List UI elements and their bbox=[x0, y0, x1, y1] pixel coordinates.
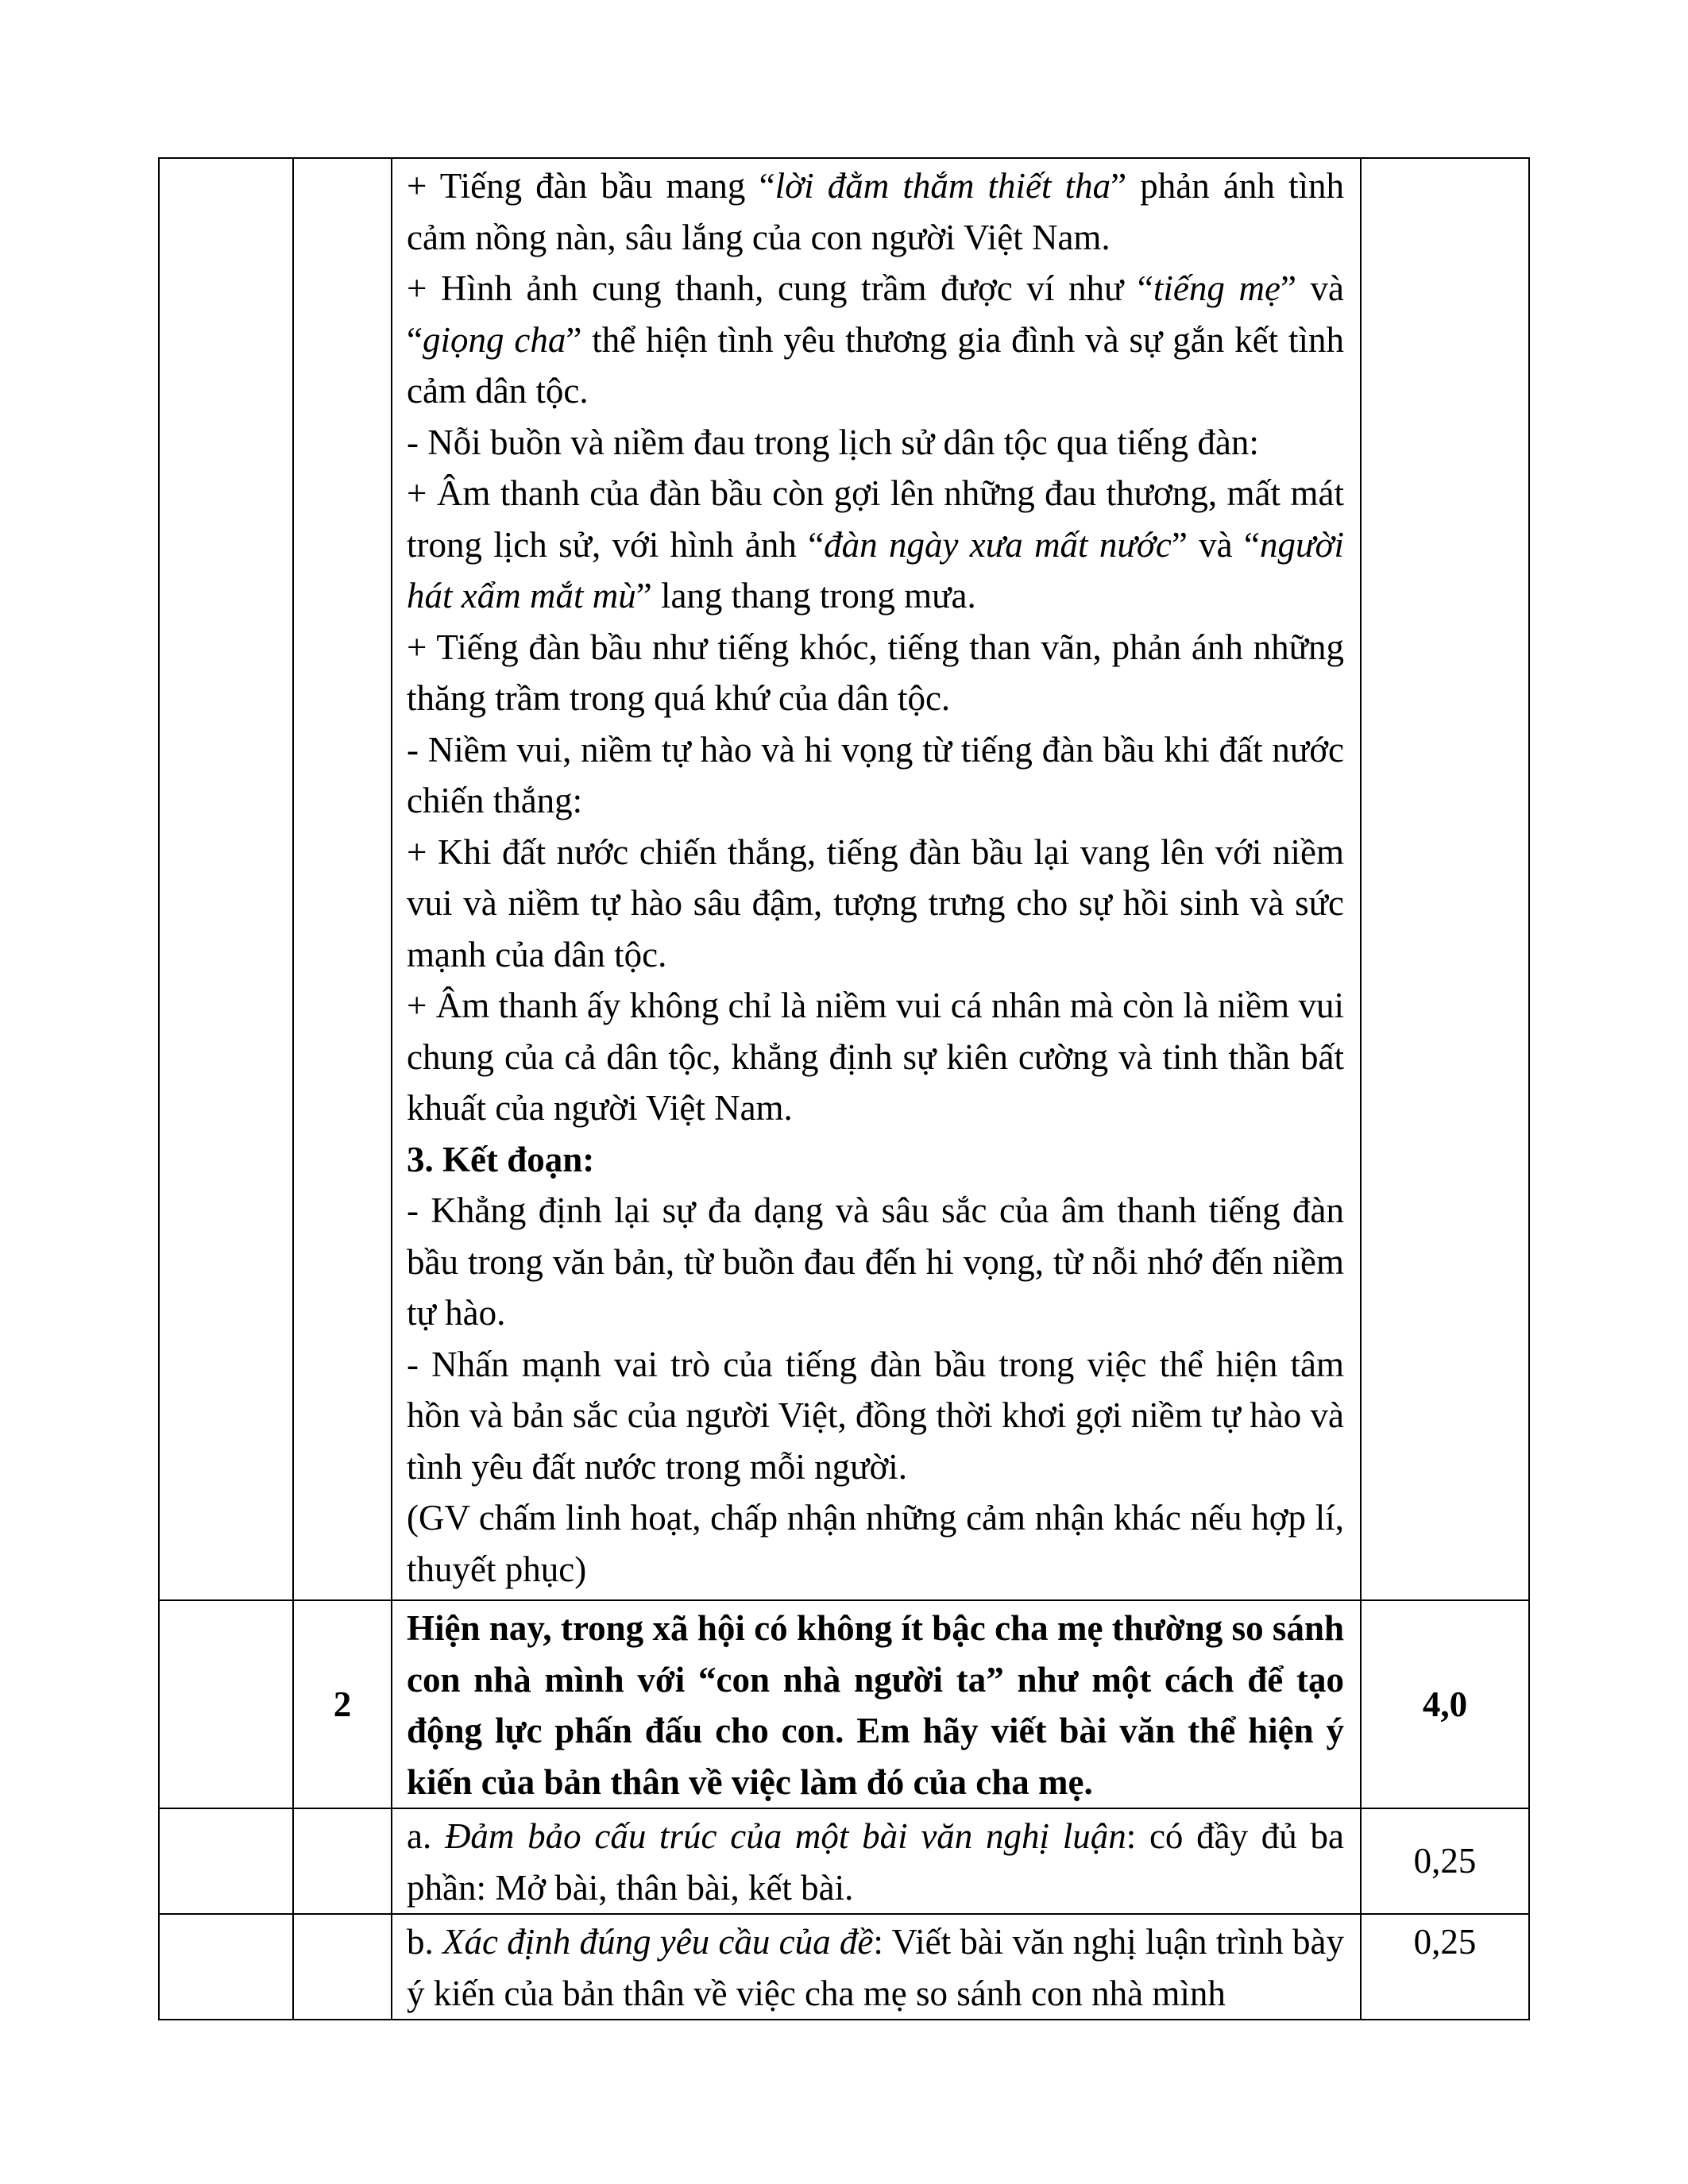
answer-paragraph bbox=[407, 980, 1344, 1134]
criterion-b bbox=[392, 1914, 1361, 2020]
criterion-a-prefix: a. bbox=[407, 1816, 445, 1856]
text-run: + Hình ảnh cung thanh, cung trầm được ví như “ bbox=[407, 268, 1153, 308]
answer-paragraph bbox=[407, 1185, 1344, 1339]
answer-paragraph bbox=[407, 1134, 1344, 1186]
answer-paragraph bbox=[407, 1339, 1344, 1493]
quoted-phrase: lời đằm thắm thiết tha bbox=[774, 166, 1111, 206]
criterion-a-title: Đảm bảo cấu trúc của một bài văn nghị luận bbox=[444, 1816, 1126, 1856]
question-number: 2 bbox=[293, 1600, 392, 1808]
text-run: + Âm thanh của đàn bầu còn gợi lên những đau thương, mất mát trong lịch sử, với hình ảnh “ bbox=[407, 473, 1344, 565]
criterion-b-prefix: b. bbox=[407, 1922, 443, 1962]
table-row bbox=[159, 1808, 1529, 1914]
grading-table bbox=[158, 157, 1530, 2020]
text-run: + Tiếng đàn bầu mang “ bbox=[407, 166, 775, 206]
quoted-phrase: người hát xẩm mắt mù bbox=[407, 524, 1344, 615]
cell-part bbox=[159, 1808, 293, 1914]
quoted-phrase: tiếng mẹ bbox=[1153, 268, 1280, 308]
criterion-a-score: 0,25 bbox=[1361, 1808, 1529, 1914]
answer-paragraph bbox=[407, 263, 1344, 417]
text-run: + Âm thanh ấy không chỉ là niềm vui cá nhân mà còn là niềm vui chung của cả dân tộc, khẳng định sự kiên cường và tinh thần bất khuất của người Việt Nam. bbox=[407, 986, 1344, 1128]
criterion-a-text: : có đầy đủ ba phần: Mở bài, thân bài, kết bài. bbox=[407, 1816, 1344, 1908]
table-row bbox=[159, 158, 1529, 1600]
text-run: ” lang thang trong mưa. bbox=[635, 576, 976, 615]
quoted-phrase: đàn ngày xưa mất nước bbox=[824, 524, 1172, 565]
answer-paragraph bbox=[407, 827, 1344, 981]
cell-part bbox=[159, 158, 293, 1600]
criterion-a bbox=[392, 1808, 1361, 1914]
cell-score bbox=[1361, 158, 1529, 1600]
answer-paragraph bbox=[407, 724, 1344, 827]
text-run: ” phản ánh tình cảm nồng nàn, sâu lắng của con người Việt Nam. bbox=[407, 166, 1344, 257]
answer-paragraph bbox=[407, 468, 1344, 622]
question-score: 4,0 bbox=[1361, 1600, 1529, 1808]
question-prompt: Hiện nay, trong xã hội có không ít bậc cha mẹ thường so sánh con nhà mình với “con nhà người ta” như một cách để tạo động lực phấn đấu cho con. Em hãy viết bài văn thể hiện ý kiến của bản thân về việc làm đó của cha mẹ. bbox=[407, 1608, 1344, 1802]
section-heading: 3. Kết đoạn: bbox=[407, 1139, 595, 1179]
text-run: - Khẳng định lại sự đa dạng và sâu sắc của âm thanh tiếng đàn bầu trong văn bản, từ buồn đau đến hi vọng, từ nỗi nhớ đến niềm tự hào. bbox=[407, 1190, 1344, 1333]
text-run: ” thể hiện tình yêu thương gia đình và sự gắn kết tình cảm dân tộc. bbox=[407, 319, 1344, 411]
table-row bbox=[159, 1914, 1529, 2020]
quoted-phrase: giọng cha bbox=[422, 319, 566, 360]
criterion-b-text: : Viết bài văn nghị luận trình bày ý kiến của bản thân về việc cha mẹ so sánh con nhà mình bbox=[407, 1922, 1345, 2013]
criterion-b-score: 0,25 bbox=[1361, 1914, 1529, 2020]
table-row bbox=[159, 1600, 1529, 1808]
text-run: - Nỗi buồn và niềm đau trong lịch sử dân tộc qua tiếng đàn: bbox=[407, 422, 1259, 462]
text-run: (GV chấm linh hoạt, chấp nhận những cảm nhận khác nếu hợp lí, thuyết phục) bbox=[407, 1498, 1344, 1589]
text-run: ” và “ bbox=[407, 268, 1345, 360]
text-run: - Niềm vui, niềm tự hào và hi vọng từ tiếng đàn bầu khi đất nước chiến thắng: bbox=[407, 729, 1344, 820]
answer-content bbox=[392, 158, 1361, 1600]
text-run: ” và “ bbox=[1171, 524, 1260, 565]
answer-paragraph bbox=[407, 622, 1344, 724]
text-run: + Tiếng đàn bầu như tiếng khóc, tiếng than vãn, phản ánh những thăng trầm trong quá khứ của dân tộc. bbox=[407, 627, 1344, 718]
cell-question-number bbox=[293, 1808, 392, 1914]
answer-paragraph bbox=[407, 160, 1344, 263]
cell-question-number bbox=[293, 1914, 392, 2020]
answer-paragraph bbox=[407, 1492, 1344, 1595]
question-text bbox=[392, 1600, 1361, 1808]
cell-part bbox=[159, 1914, 293, 2020]
criterion-b-title: Xác định đúng yêu cầu của đề bbox=[442, 1922, 874, 1962]
cell-part bbox=[159, 1600, 293, 1808]
text-run: + Khi đất nước chiến thắng, tiếng đàn bầu lại vang lên với niềm vui và niềm tự hào sâu đậm, tượng trưng cho sự hồi sinh và sức mạnh của dân tộc. bbox=[407, 832, 1344, 974]
cell-question-number bbox=[293, 158, 392, 1600]
answer-paragraph bbox=[407, 417, 1344, 469]
text-run: - Nhấn mạnh vai trò của tiếng đàn bầu trong việc thể hiện tâm hồn và bản sắc của người Việt, đồng thời khơi gợi niềm tự hào và tình yêu đất nước trong mỗi người. bbox=[407, 1344, 1344, 1487]
